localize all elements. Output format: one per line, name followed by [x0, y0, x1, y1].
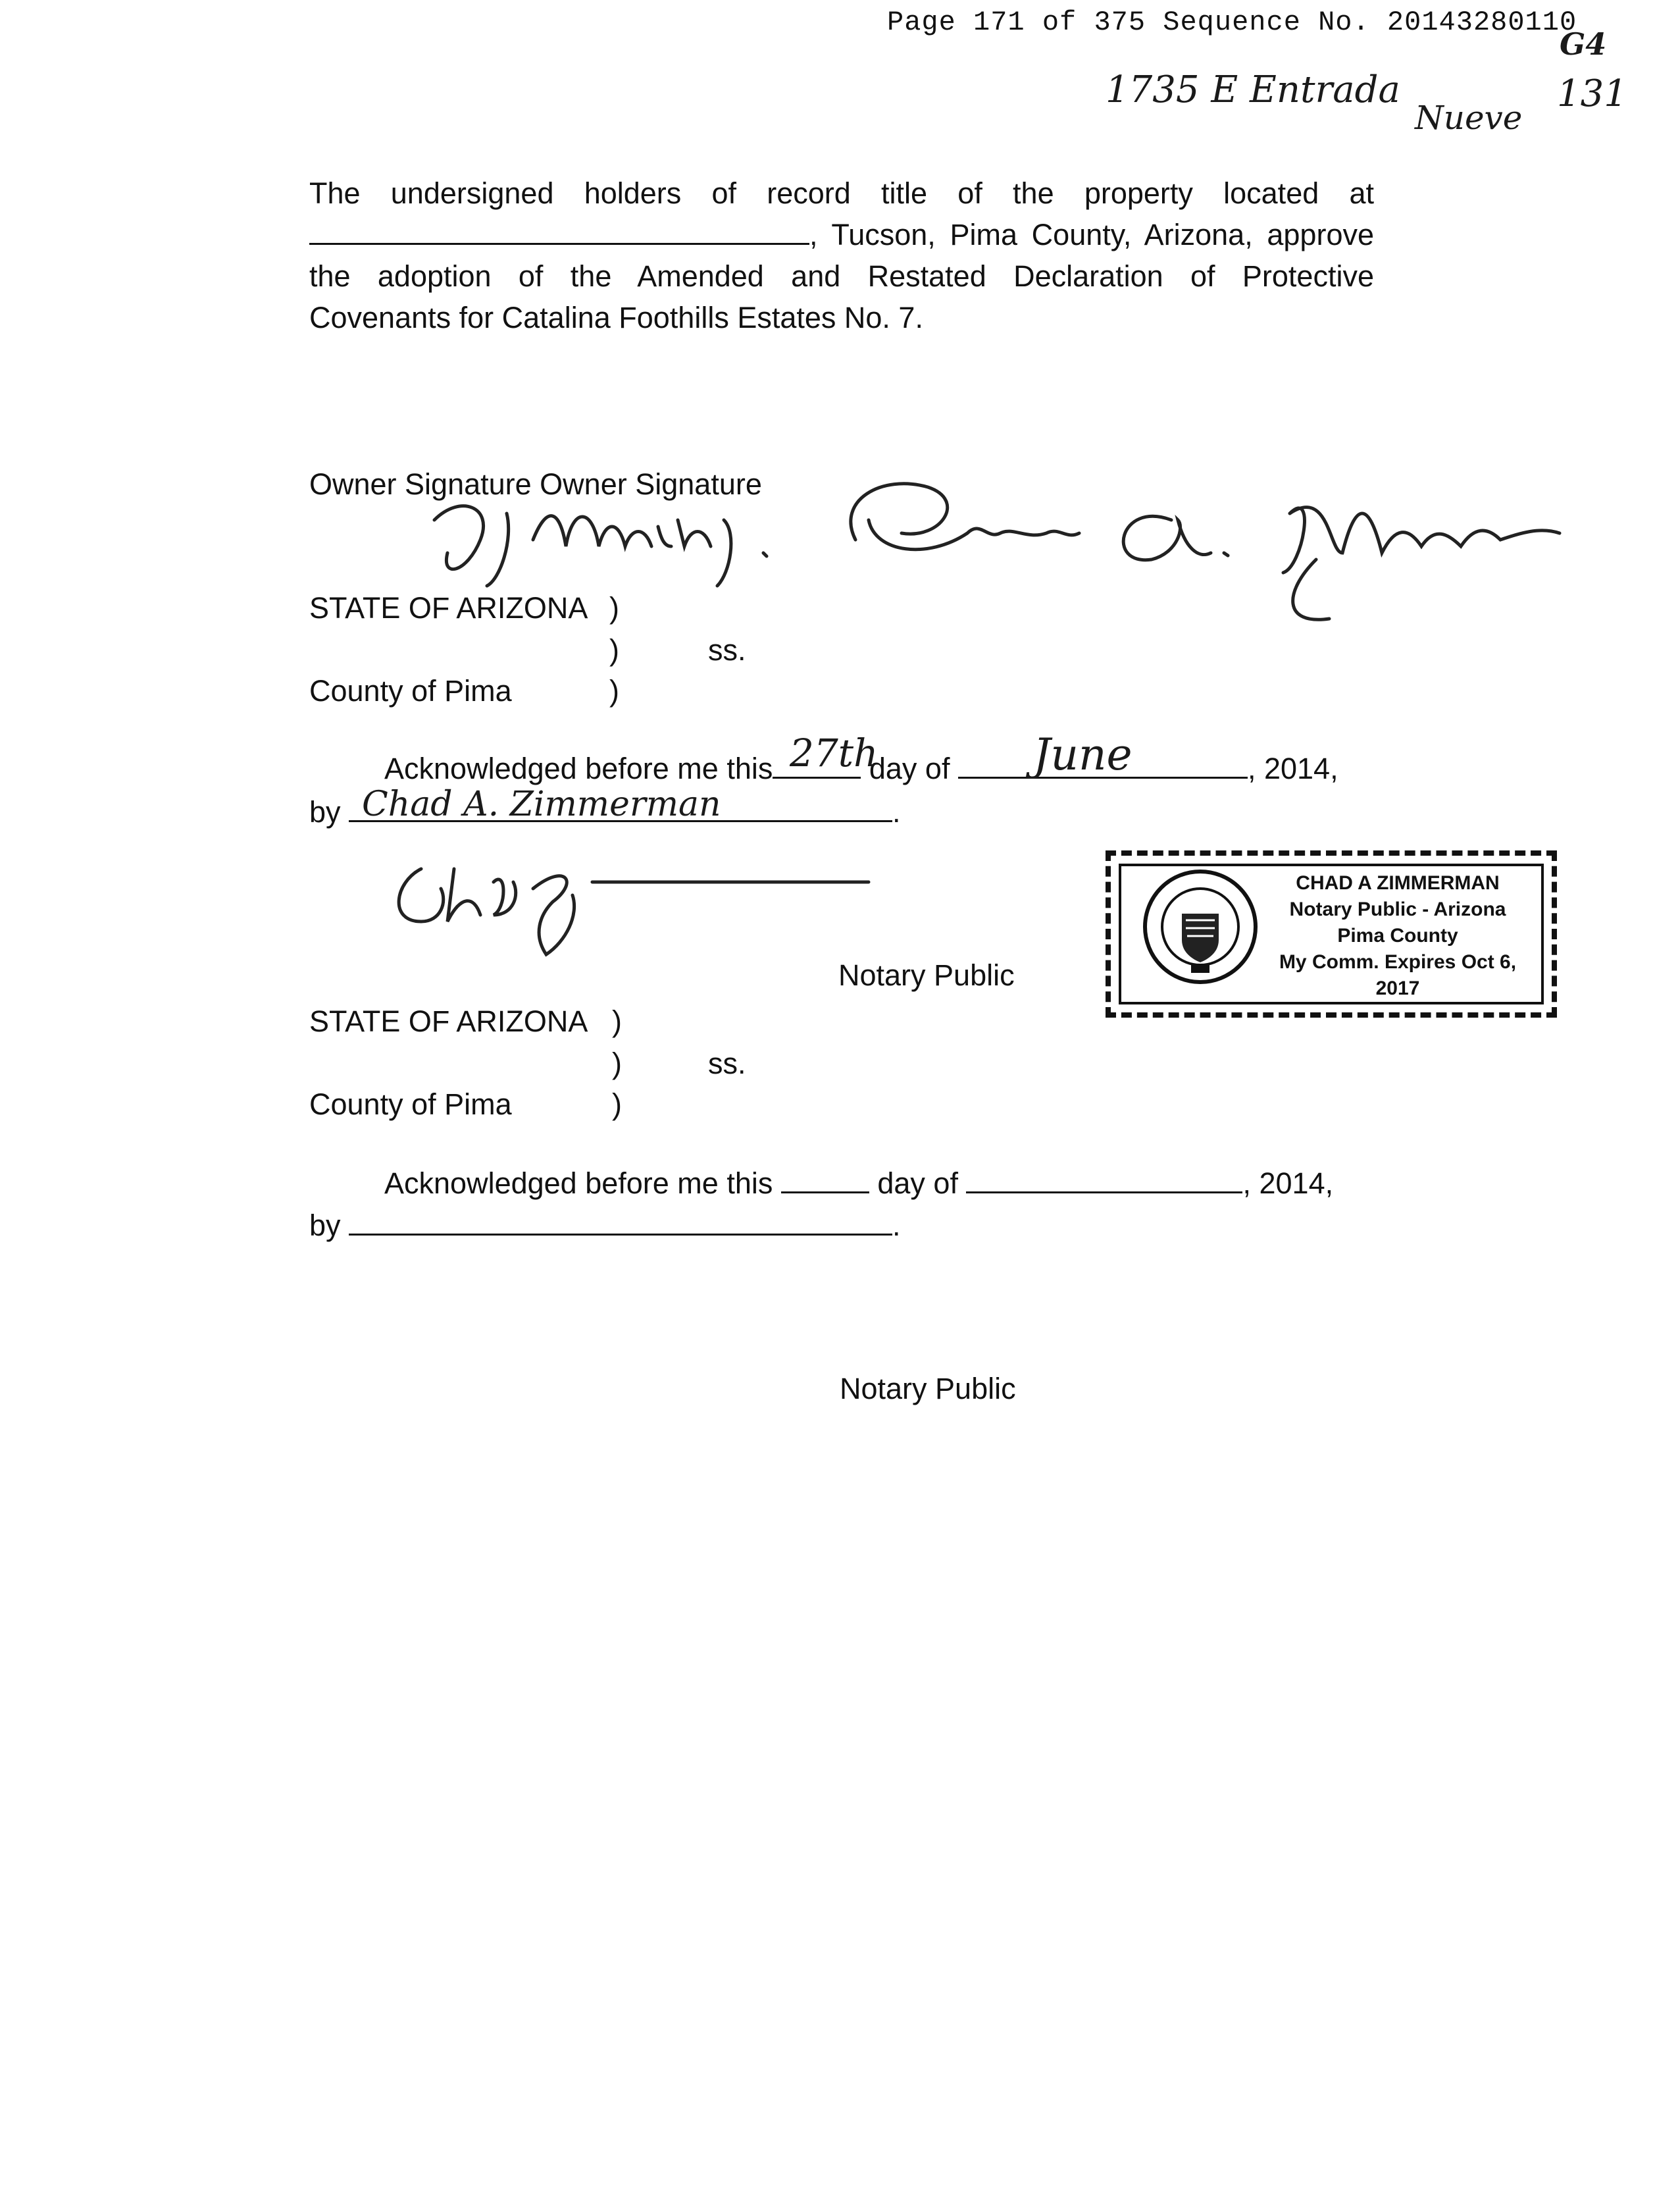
- paragraph-line-4: Covenants for Catalina Foothills Estates No. 7.: [309, 301, 923, 334]
- day-blank-2: [781, 1168, 869, 1193]
- handwritten-notary-name: Chad A. Zimmerman: [362, 785, 721, 824]
- year-1: , 2014,: [1247, 752, 1338, 785]
- county-label-2: County of Pima: [309, 1087, 512, 1121]
- stamp-name: CHAD A ZIMMERMAN: [1296, 872, 1500, 894]
- ack-prefix-1: Acknowledged before me this: [384, 752, 773, 785]
- paren-2b: ): [612, 1047, 622, 1080]
- stamp-county: Pima County: [1337, 925, 1458, 947]
- by-line-2: [309, 1209, 901, 1243]
- paragraph-line-2-text: , Tucson, Pima County, Arizona, approve: [809, 218, 1374, 251]
- day-of-2: day of: [877, 1166, 958, 1200]
- by-label-2: by: [309, 1209, 341, 1242]
- ss-label-1: ss.: [708, 633, 746, 667]
- notary-public-label-1: Notary Public: [838, 958, 1015, 992]
- approval-paragraph: [309, 172, 1374, 338]
- stamp-title: Notary Public - Arizona: [1289, 899, 1506, 920]
- paren-2a: ): [612, 1004, 622, 1038]
- paren-1c: ): [609, 674, 619, 708]
- handwritten-address-line2: Nueve: [1415, 99, 1523, 137]
- arizona-seal-icon: [1141, 868, 1260, 986]
- owner-signature-1: [421, 481, 829, 592]
- paragraph-line-2: [309, 214, 1374, 255]
- by-period-2: .: [892, 1209, 901, 1242]
- ack-prefix-2: Acknowledged before me this: [384, 1166, 773, 1200]
- by-blank-2: [349, 1210, 892, 1236]
- page-sequence-header: Page 171 of 375 Sequence No. 20143280110: [887, 7, 1577, 38]
- paren-1b: ): [609, 633, 619, 667]
- paragraph-line-1: The undersigned holders of record title of the property located at: [309, 176, 1374, 210]
- state-label-1: STATE OF ARIZONA: [309, 591, 588, 625]
- day-of-1: day of: [869, 752, 950, 785]
- month-blank-2: [966, 1168, 1242, 1193]
- property-address-blank: [309, 219, 809, 245]
- notary-stamp: [1106, 850, 1557, 1018]
- county-label-1: County of Pima: [309, 674, 512, 708]
- stamp-expires: My Comm. Expires Oct 6, 2017: [1279, 951, 1517, 999]
- corner-handwritten-mark: G4: [1560, 26, 1607, 62]
- handwritten-lot-number: 131: [1557, 72, 1627, 115]
- paragraph-line-3: the adoption of the Amended and Restated Declaration of Protective: [309, 259, 1374, 293]
- by-period-1: .: [892, 795, 901, 829]
- handwritten-month: June: [1033, 729, 1133, 780]
- year-2: , 2014,: [1242, 1166, 1334, 1200]
- owner-signature-label: Owner Signature Owner Signature: [309, 467, 762, 501]
- state-label-2: STATE OF ARIZONA: [309, 1004, 588, 1038]
- paren-1a: ): [609, 591, 619, 625]
- owner-signature-2: [829, 461, 1586, 632]
- handwritten-day: 27th: [790, 731, 878, 775]
- notary-stamp-text: [1257, 870, 1539, 1002]
- handwritten-address-line1: 1735 E Entrada: [1106, 68, 1400, 111]
- notary-public-label-2: Notary Public: [840, 1372, 1016, 1405]
- acknowledgment-line-2: [384, 1166, 1333, 1201]
- paren-2c: ): [612, 1087, 622, 1121]
- notary-signature-1: [382, 843, 895, 961]
- by-label-1: by: [309, 795, 341, 829]
- ss-label-2: ss.: [708, 1047, 746, 1080]
